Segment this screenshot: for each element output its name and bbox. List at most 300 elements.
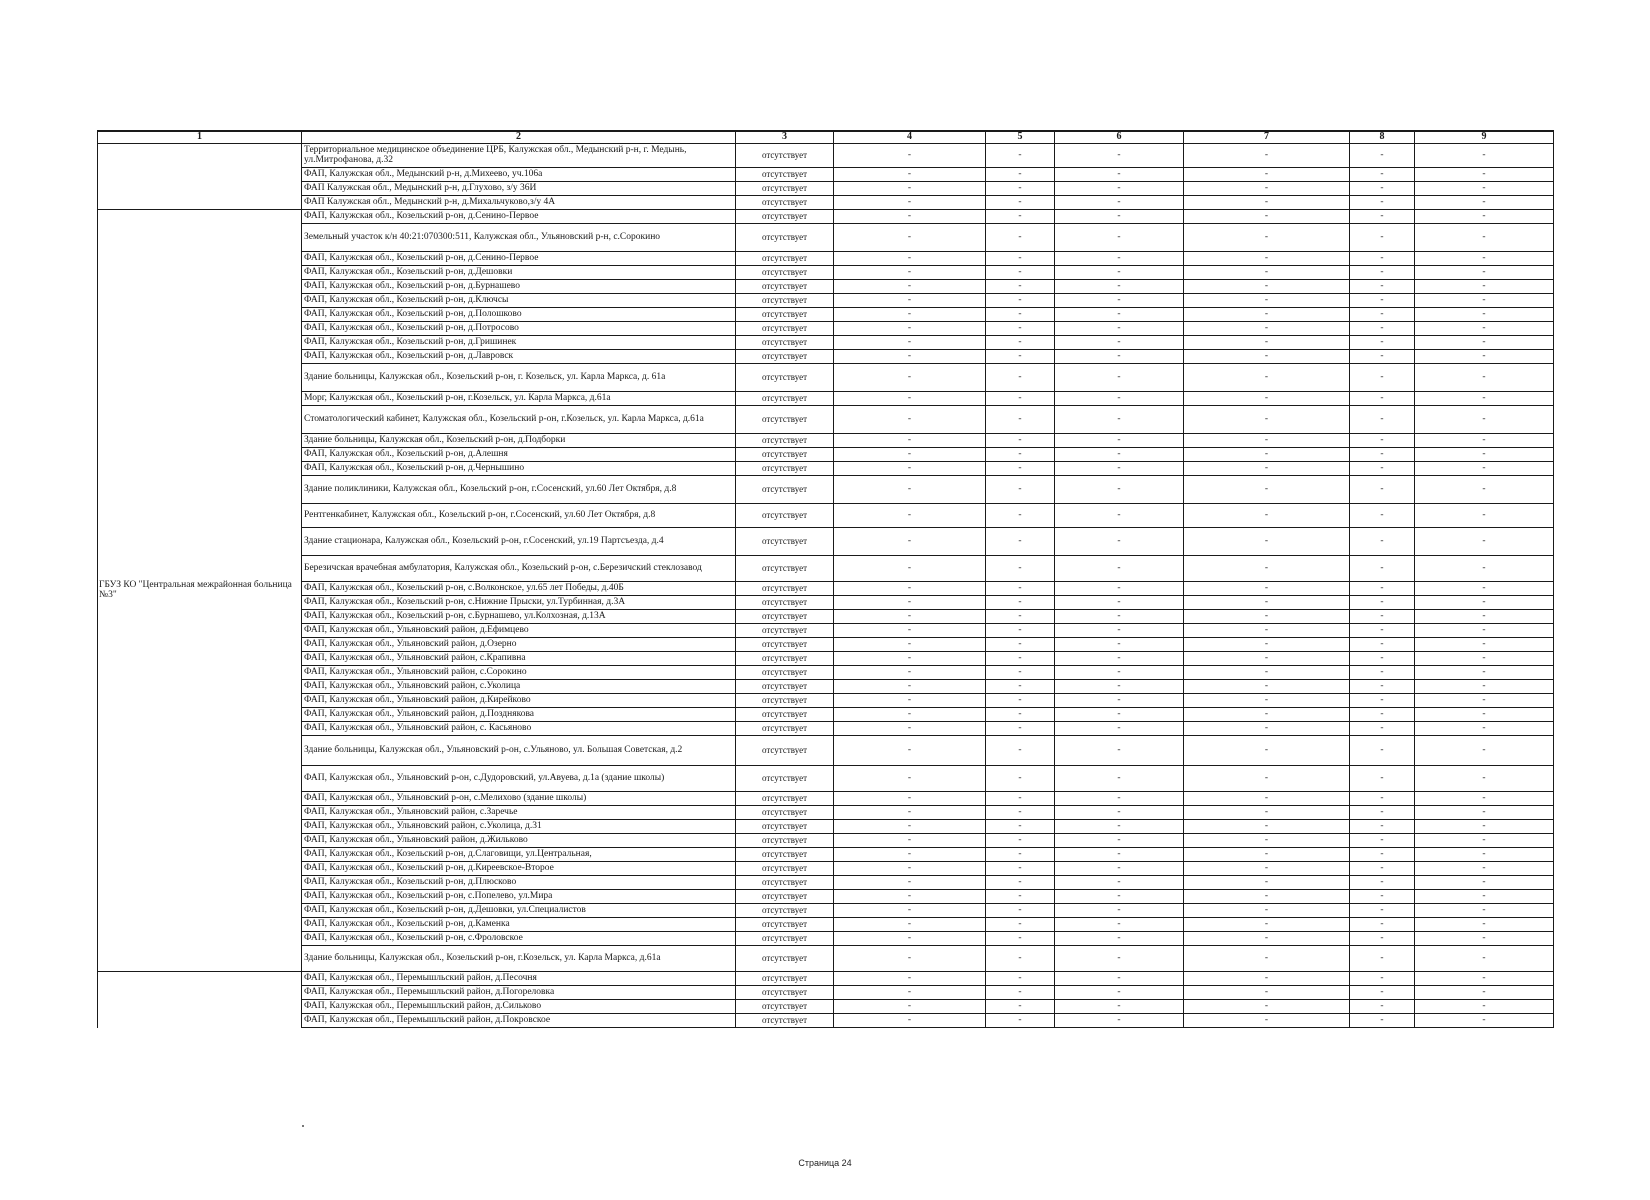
column-4-cell: - <box>834 736 986 766</box>
column-6-cell: - <box>1055 196 1184 210</box>
column-9-cell: - <box>1415 638 1554 652</box>
column-9-cell: - <box>1415 946 1554 972</box>
column-6-cell: - <box>1055 266 1184 280</box>
column-4-cell: - <box>834 638 986 652</box>
column-7-cell: - <box>1184 392 1350 406</box>
column-9-cell: - <box>1415 196 1554 210</box>
column-4-cell: - <box>834 224 986 252</box>
column-6-cell: - <box>1055 722 1184 736</box>
object-address-cell: ФАП Калужская обл., Медынский р-н, д.Михальчуково,з/у 4А <box>302 196 736 210</box>
column-8-cell: - <box>1350 820 1415 834</box>
table-row <box>98 528 1554 556</box>
status-cell: отсутствует <box>736 932 834 946</box>
table-row <box>98 680 1554 694</box>
object-address-cell: ФАП, Калужская обл., Перемышльский район, д.Погореловка <box>302 986 736 1000</box>
column-5-cell: - <box>986 638 1055 652</box>
column-5-cell: - <box>986 722 1055 736</box>
column-8-cell: - <box>1350 448 1415 462</box>
column-9-cell: - <box>1415 610 1554 624</box>
table-row <box>98 294 1554 308</box>
column-6-cell: - <box>1055 504 1184 528</box>
column-4-cell: - <box>834 820 986 834</box>
column-7-cell: - <box>1184 932 1350 946</box>
column-7-cell: - <box>1184 736 1350 766</box>
column-8-cell: - <box>1350 308 1415 322</box>
column-9-cell: - <box>1415 294 1554 308</box>
column-4-cell: - <box>834 556 986 582</box>
object-address-cell: ФАП, Калужская обл., Ульяновский район, д.Озерно <box>302 638 736 652</box>
status-cell: отсутствует <box>736 986 834 1000</box>
status-cell: отсутствует <box>736 946 834 972</box>
column-6-cell: - <box>1055 434 1184 448</box>
column-5-cell: - <box>986 196 1055 210</box>
column-4-cell: - <box>834 252 986 266</box>
column-8-cell: - <box>1350 834 1415 848</box>
object-address-cell: ФАП, Калужская обл., Козельский р-он, д.Дешовки, ул.Специалистов <box>302 904 736 918</box>
column-5-cell: - <box>986 462 1055 476</box>
table-row <box>98 666 1554 680</box>
status-cell: отсутствует <box>736 806 834 820</box>
column-9-cell: - <box>1415 364 1554 392</box>
column-number-5: 5 <box>986 131 1055 144</box>
table-row <box>98 946 1554 972</box>
column-number-1: 1 <box>98 131 302 144</box>
column-8-cell: - <box>1350 624 1415 638</box>
column-6-cell: - <box>1055 448 1184 462</box>
column-7-cell: - <box>1184 624 1350 638</box>
table-row <box>98 876 1554 890</box>
column-4-cell: - <box>834 476 986 504</box>
status-cell: отсутствует <box>736 792 834 806</box>
column-6-cell: - <box>1055 834 1184 848</box>
column-9-cell: - <box>1415 462 1554 476</box>
column-9-cell: - <box>1415 476 1554 504</box>
column-6-cell: - <box>1055 336 1184 350</box>
column-8-cell: - <box>1350 556 1415 582</box>
column-7-cell: - <box>1184 266 1350 280</box>
column-8-cell: - <box>1350 364 1415 392</box>
column-8-cell: - <box>1350 972 1415 986</box>
column-9-cell: - <box>1415 144 1554 168</box>
column-7-cell: - <box>1184 294 1350 308</box>
column-number-9: 9 <box>1415 131 1554 144</box>
column-7-cell: - <box>1184 1000 1350 1014</box>
column-6-cell: - <box>1055 168 1184 182</box>
table-row <box>98 638 1554 652</box>
status-cell: отсутствует <box>736 904 834 918</box>
column-4-cell: - <box>834 434 986 448</box>
column-8-cell: - <box>1350 476 1415 504</box>
column-number-8: 8 <box>1350 131 1415 144</box>
column-6-cell: - <box>1055 392 1184 406</box>
column-9-cell: - <box>1415 652 1554 666</box>
status-cell: отсутствует <box>736 182 834 196</box>
column-9-cell: - <box>1415 504 1554 528</box>
column-8-cell: - <box>1350 932 1415 946</box>
organization-cell <box>98 972 302 1028</box>
table-row <box>98 448 1554 462</box>
status-cell: отсутствует <box>736 294 834 308</box>
column-5-cell: - <box>986 652 1055 666</box>
object-address-cell: ФАП, Калужская обл., Перемышльский район, д.Сильково <box>302 1000 736 1014</box>
column-5-cell: - <box>986 904 1055 918</box>
column-4-cell: - <box>834 182 986 196</box>
table-row <box>98 350 1554 364</box>
object-address-cell: ФАП, Калужская обл., Ульяновский район, с.Уколица <box>302 680 736 694</box>
table-row <box>98 1014 1554 1028</box>
table-row <box>98 504 1554 528</box>
column-9-cell: - <box>1415 280 1554 294</box>
column-6-cell: - <box>1055 986 1184 1000</box>
column-4-cell: - <box>834 708 986 722</box>
column-8-cell: - <box>1350 722 1415 736</box>
column-8-cell: - <box>1350 144 1415 168</box>
status-cell: отсутствует <box>736 406 834 434</box>
object-address-cell: ФАП, Калужская обл., Ульяновский район, д.Кирейково <box>302 694 736 708</box>
table-row <box>98 336 1554 350</box>
column-9-cell: - <box>1415 708 1554 722</box>
column-8-cell: - <box>1350 294 1415 308</box>
column-9-cell: - <box>1415 918 1554 932</box>
status-cell: отсутствует <box>736 476 834 504</box>
object-address-cell: ФАП, Калужская обл., Козельский р-он, д.Каменка <box>302 918 736 932</box>
object-address-cell: Здание больницы, Калужская обл., Козельский р-он, д.Подборки <box>302 434 736 448</box>
status-cell: отсутствует <box>736 722 834 736</box>
column-8-cell: - <box>1350 652 1415 666</box>
table-row <box>98 210 1554 224</box>
column-6-cell: - <box>1055 652 1184 666</box>
column-8-cell: - <box>1350 434 1415 448</box>
status-cell: отсутствует <box>736 666 834 680</box>
column-6-cell: - <box>1055 144 1184 168</box>
status-cell: отсутствует <box>736 336 834 350</box>
status-cell: отсутствует <box>736 434 834 448</box>
table-row <box>98 986 1554 1000</box>
status-cell: отсутствует <box>736 448 834 462</box>
column-8-cell: - <box>1350 766 1415 792</box>
column-5-cell: - <box>986 596 1055 610</box>
column-6-cell: - <box>1055 364 1184 392</box>
column-7-cell: - <box>1184 308 1350 322</box>
column-9-cell: - <box>1415 848 1554 862</box>
column-5-cell: - <box>986 308 1055 322</box>
column-5-cell: - <box>986 1000 1055 1014</box>
column-5-cell: - <box>986 182 1055 196</box>
table-row <box>98 652 1554 666</box>
table-row <box>98 182 1554 196</box>
column-7-cell: - <box>1184 476 1350 504</box>
column-6-cell: - <box>1055 556 1184 582</box>
column-4-cell: - <box>834 392 986 406</box>
column-7-cell: - <box>1184 792 1350 806</box>
column-8-cell: - <box>1350 224 1415 252</box>
scan-speck <box>302 1125 304 1127</box>
column-4-cell: - <box>834 834 986 848</box>
column-7-cell: - <box>1184 904 1350 918</box>
object-address-cell: ФАП, Калужская обл., Козельский р-он, д.Гришинек <box>302 336 736 350</box>
status-cell: отсутствует <box>736 680 834 694</box>
status-cell: отсутствует <box>736 322 834 336</box>
table-row <box>98 708 1554 722</box>
column-5-cell: - <box>986 364 1055 392</box>
table-row <box>98 308 1554 322</box>
column-8-cell: - <box>1350 806 1415 820</box>
status-cell: отсутствует <box>736 1000 834 1014</box>
object-address-cell: ФАП, Калужская обл., Ульяновский р-он, с.Мелихово (здание школы) <box>302 792 736 806</box>
column-4-cell: - <box>834 1014 986 1028</box>
table-row <box>98 462 1554 476</box>
column-6-cell: - <box>1055 638 1184 652</box>
column-6-cell: - <box>1055 932 1184 946</box>
column-7-cell: - <box>1184 556 1350 582</box>
column-9-cell: - <box>1415 350 1554 364</box>
column-4-cell: - <box>834 210 986 224</box>
table-row <box>98 476 1554 504</box>
object-address-cell: ФАП, Калужская обл., Перемышльский район, д.Песочня <box>302 972 736 986</box>
column-8-cell: - <box>1350 848 1415 862</box>
column-7-cell: - <box>1184 1014 1350 1028</box>
column-4-cell: - <box>834 986 986 1000</box>
column-6-cell: - <box>1055 694 1184 708</box>
column-8-cell: - <box>1350 918 1415 932</box>
column-4-cell: - <box>834 918 986 932</box>
column-5-cell: - <box>986 848 1055 862</box>
table-row <box>98 932 1554 946</box>
object-address-cell: ФАП, Калужская обл., Ульяновский район, с. Касьяново <box>302 722 736 736</box>
column-6-cell: - <box>1055 582 1184 596</box>
column-number-4: 4 <box>834 131 986 144</box>
object-address-cell: ФАП, Калужская обл., Козельский р-он, д.Сенино-Первое <box>302 210 736 224</box>
column-8-cell: - <box>1350 680 1415 694</box>
object-address-cell: Территориальное медицинское объединение ЦРБ, Калужская обл., Медынский р-н, г. Медынь, ул.Митрофанова, д.32 <box>302 144 736 168</box>
column-7-cell: - <box>1184 596 1350 610</box>
object-address-cell: ФАП, Калужская обл., Козельский р-он, с.Бурнашево, ул.Колхозная, д.13А <box>302 610 736 624</box>
status-cell: отсутствует <box>736 610 834 624</box>
object-address-cell: ФАП, Калужская обл., Козельский р-он, д.Киреевское-Второе <box>302 862 736 876</box>
column-9-cell: - <box>1415 252 1554 266</box>
column-4-cell: - <box>834 876 986 890</box>
status-cell: отсутствует <box>736 820 834 834</box>
object-address-cell: ФАП, Калужская обл., Козельский р-он, д.Полошково <box>302 308 736 322</box>
column-8-cell: - <box>1350 392 1415 406</box>
column-4-cell: - <box>834 792 986 806</box>
column-7-cell: - <box>1184 252 1350 266</box>
column-6-cell: - <box>1055 862 1184 876</box>
column-8-cell: - <box>1350 210 1415 224</box>
table-row <box>98 252 1554 266</box>
column-7-cell: - <box>1184 652 1350 666</box>
column-8-cell: - <box>1350 1000 1415 1014</box>
column-7-cell: - <box>1184 918 1350 932</box>
status-cell: отсутствует <box>736 350 834 364</box>
status-cell: отсутствует <box>736 1014 834 1028</box>
object-address-cell: Земельный участок к/н 40:21:070300:511, Калужская обл., Ульяновский р-н, с.Сорокино <box>302 224 736 252</box>
column-4-cell: - <box>834 144 986 168</box>
column-6-cell: - <box>1055 596 1184 610</box>
column-4-cell: - <box>834 680 986 694</box>
status-cell: отсутствует <box>736 834 834 848</box>
object-address-cell: ФАП Калужская обл., Медынский р-н, д.Глухово, з/у 36И <box>302 182 736 196</box>
table-row <box>98 168 1554 182</box>
table-row <box>98 1000 1554 1014</box>
column-6-cell: - <box>1055 322 1184 336</box>
object-address-cell: Здание больницы, Калужская обл., Ульяновский р-он, с.Ульяново, ул. Большая Советская, д.2 <box>302 736 736 766</box>
page-number: Страница 24 <box>798 1158 852 1168</box>
status-cell: отсутствует <box>736 582 834 596</box>
column-9-cell: - <box>1415 406 1554 434</box>
object-address-cell: ФАП, Калужская обл., Ульяновский р-он, с.Дудоровский, ул.Авуева, д.1а (здание школы) <box>302 766 736 792</box>
column-7-cell: - <box>1184 504 1350 528</box>
column-9-cell: - <box>1415 322 1554 336</box>
column-7-cell: - <box>1184 986 1350 1000</box>
column-7-cell: - <box>1184 210 1350 224</box>
table-row <box>98 834 1554 848</box>
column-9-cell: - <box>1415 862 1554 876</box>
object-address-cell: Рентгенкабинет, Калужская обл., Козельский р-он, г.Сосенский, ул.60 Лет Октября, д.8 <box>302 504 736 528</box>
table-row <box>98 364 1554 392</box>
column-5-cell: - <box>986 806 1055 820</box>
table-row <box>98 766 1554 792</box>
object-address-cell: ФАП, Калужская обл., Ульяновский район, с.Заречье <box>302 806 736 820</box>
column-7-cell: - <box>1184 280 1350 294</box>
column-5-cell: - <box>986 946 1055 972</box>
column-6-cell: - <box>1055 918 1184 932</box>
column-5-cell: - <box>986 280 1055 294</box>
table-row <box>98 224 1554 252</box>
object-address-cell: ФАП, Калужская обл., Козельский р-он, д.Лавровск <box>302 350 736 364</box>
object-address-cell: ФАП, Калужская обл., Ульяновский район, д.Позднякова <box>302 708 736 722</box>
column-5-cell: - <box>986 820 1055 834</box>
column-4-cell: - <box>834 766 986 792</box>
object-address-cell: ФАП, Калужская обл., Перемышльский район, д.Покровское <box>302 1014 736 1028</box>
column-6-cell: - <box>1055 736 1184 766</box>
column-8-cell: - <box>1350 596 1415 610</box>
status-cell: отсутствует <box>736 196 834 210</box>
column-8-cell: - <box>1350 182 1415 196</box>
column-9-cell: - <box>1415 820 1554 834</box>
column-8-cell: - <box>1350 904 1415 918</box>
column-number-7: 7 <box>1184 131 1350 144</box>
object-address-cell: Стоматологический кабинет, Калужская обл., Козельский р-он, г.Козельск, ул. Карла Маркса, д.61а <box>302 406 736 434</box>
object-address-cell: ФАП, Калужская обл., Ульяновский район, с.Сорокино <box>302 666 736 680</box>
column-8-cell: - <box>1350 528 1415 556</box>
column-7-cell: - <box>1184 766 1350 792</box>
column-9-cell: - <box>1415 624 1554 638</box>
object-address-cell: ФАП, Калужская обл., Козельский р-он, с.Фроловское <box>302 932 736 946</box>
column-7-cell: - <box>1184 862 1350 876</box>
table-row <box>98 556 1554 582</box>
column-5-cell: - <box>986 582 1055 596</box>
column-4-cell: - <box>834 946 986 972</box>
column-5-cell: - <box>986 350 1055 364</box>
column-6-cell: - <box>1055 294 1184 308</box>
column-9-cell: - <box>1415 834 1554 848</box>
column-4-cell: - <box>834 904 986 918</box>
column-4-cell: - <box>834 406 986 434</box>
column-5-cell: - <box>986 708 1055 722</box>
status-cell: отсутствует <box>736 596 834 610</box>
column-4-cell: - <box>834 280 986 294</box>
column-9-cell: - <box>1415 890 1554 904</box>
column-7-cell: - <box>1184 528 1350 556</box>
column-number-2: 2 <box>302 131 736 144</box>
column-5-cell: - <box>986 666 1055 680</box>
object-address-cell: ФАП, Калужская обл., Ульяновский район, д.Жильково <box>302 834 736 848</box>
status-cell: отсутствует <box>736 848 834 862</box>
column-6-cell: - <box>1055 210 1184 224</box>
object-address-cell: ФАП, Калужская обл., Ульяновский район, с.Крапивна <box>302 652 736 666</box>
column-6-cell: - <box>1055 820 1184 834</box>
column-6-cell: - <box>1055 792 1184 806</box>
column-7-cell: - <box>1184 582 1350 596</box>
object-address-cell: ФАП, Калужская обл., Козельский р-он, д.Дешовки <box>302 266 736 280</box>
object-address-cell: ФАП, Калужская обл., Козельский р-он, с.Волконское, ул.65 лет Победы, д.40Б <box>302 582 736 596</box>
column-8-cell: - <box>1350 638 1415 652</box>
object-address-cell: Здание больницы, Калужская обл., Козельский р-он, г. Козельск, ул. Карла Маркса, д. 61а <box>302 364 736 392</box>
column-9-cell: - <box>1415 336 1554 350</box>
column-6-cell: - <box>1055 708 1184 722</box>
column-6-cell: - <box>1055 890 1184 904</box>
table-row <box>98 848 1554 862</box>
column-5-cell: - <box>986 556 1055 582</box>
column-7-cell: - <box>1184 848 1350 862</box>
column-7-cell: - <box>1184 638 1350 652</box>
object-address-cell: Березичская врачебная амбулатория, Калужская обл., Козельский р-он, с.Березичский стеклозавод <box>302 556 736 582</box>
object-address-cell: ФАП, Калужская обл., Козельский р-он, д.Ключсы <box>302 294 736 308</box>
status-cell: отсутствует <box>736 392 834 406</box>
column-5-cell: - <box>986 406 1055 434</box>
column-7-cell: - <box>1184 890 1350 904</box>
column-4-cell: - <box>834 624 986 638</box>
status-cell: отсутствует <box>736 890 834 904</box>
status-cell: отсутствует <box>736 766 834 792</box>
column-9-cell: - <box>1415 680 1554 694</box>
column-5-cell: - <box>986 986 1055 1000</box>
column-5-cell: - <box>986 448 1055 462</box>
column-9-cell: - <box>1415 722 1554 736</box>
column-8-cell: - <box>1350 196 1415 210</box>
column-4-cell: - <box>834 336 986 350</box>
column-6-cell: - <box>1055 476 1184 504</box>
status-cell: отсутствует <box>736 708 834 722</box>
column-5-cell: - <box>986 680 1055 694</box>
table-row <box>98 322 1554 336</box>
column-8-cell: - <box>1350 986 1415 1000</box>
column-9-cell: - <box>1415 528 1554 556</box>
column-9-cell: - <box>1415 434 1554 448</box>
column-8-cell: - <box>1350 876 1415 890</box>
column-5-cell: - <box>986 528 1055 556</box>
column-4-cell: - <box>834 448 986 462</box>
column-4-cell: - <box>834 890 986 904</box>
column-4-cell: - <box>834 528 986 556</box>
status-cell: отсутствует <box>736 280 834 294</box>
column-8-cell: - <box>1350 862 1415 876</box>
column-7-cell: - <box>1184 406 1350 434</box>
column-4-cell: - <box>834 806 986 820</box>
object-address-cell: ФАП, Калужская обл., Козельский р-он, д.Плюсково <box>302 876 736 890</box>
object-address-cell: ФАП, Калужская обл., Козельский р-он, д.Алешня <box>302 448 736 462</box>
status-cell: отсутствует <box>736 918 834 932</box>
column-5-cell: - <box>986 210 1055 224</box>
table-row <box>98 196 1554 210</box>
column-7-cell: - <box>1184 666 1350 680</box>
column-4-cell: - <box>834 462 986 476</box>
object-address-cell: ФАП, Калужская обл., Медынский р-н, д.Михеево, уч.106а <box>302 168 736 182</box>
object-address-cell: ФАП, Калужская обл., Козельский р-он, д.Сенино-Первое <box>302 252 736 266</box>
status-cell: отсутствует <box>736 462 834 476</box>
status-cell: отсутствует <box>736 224 834 252</box>
